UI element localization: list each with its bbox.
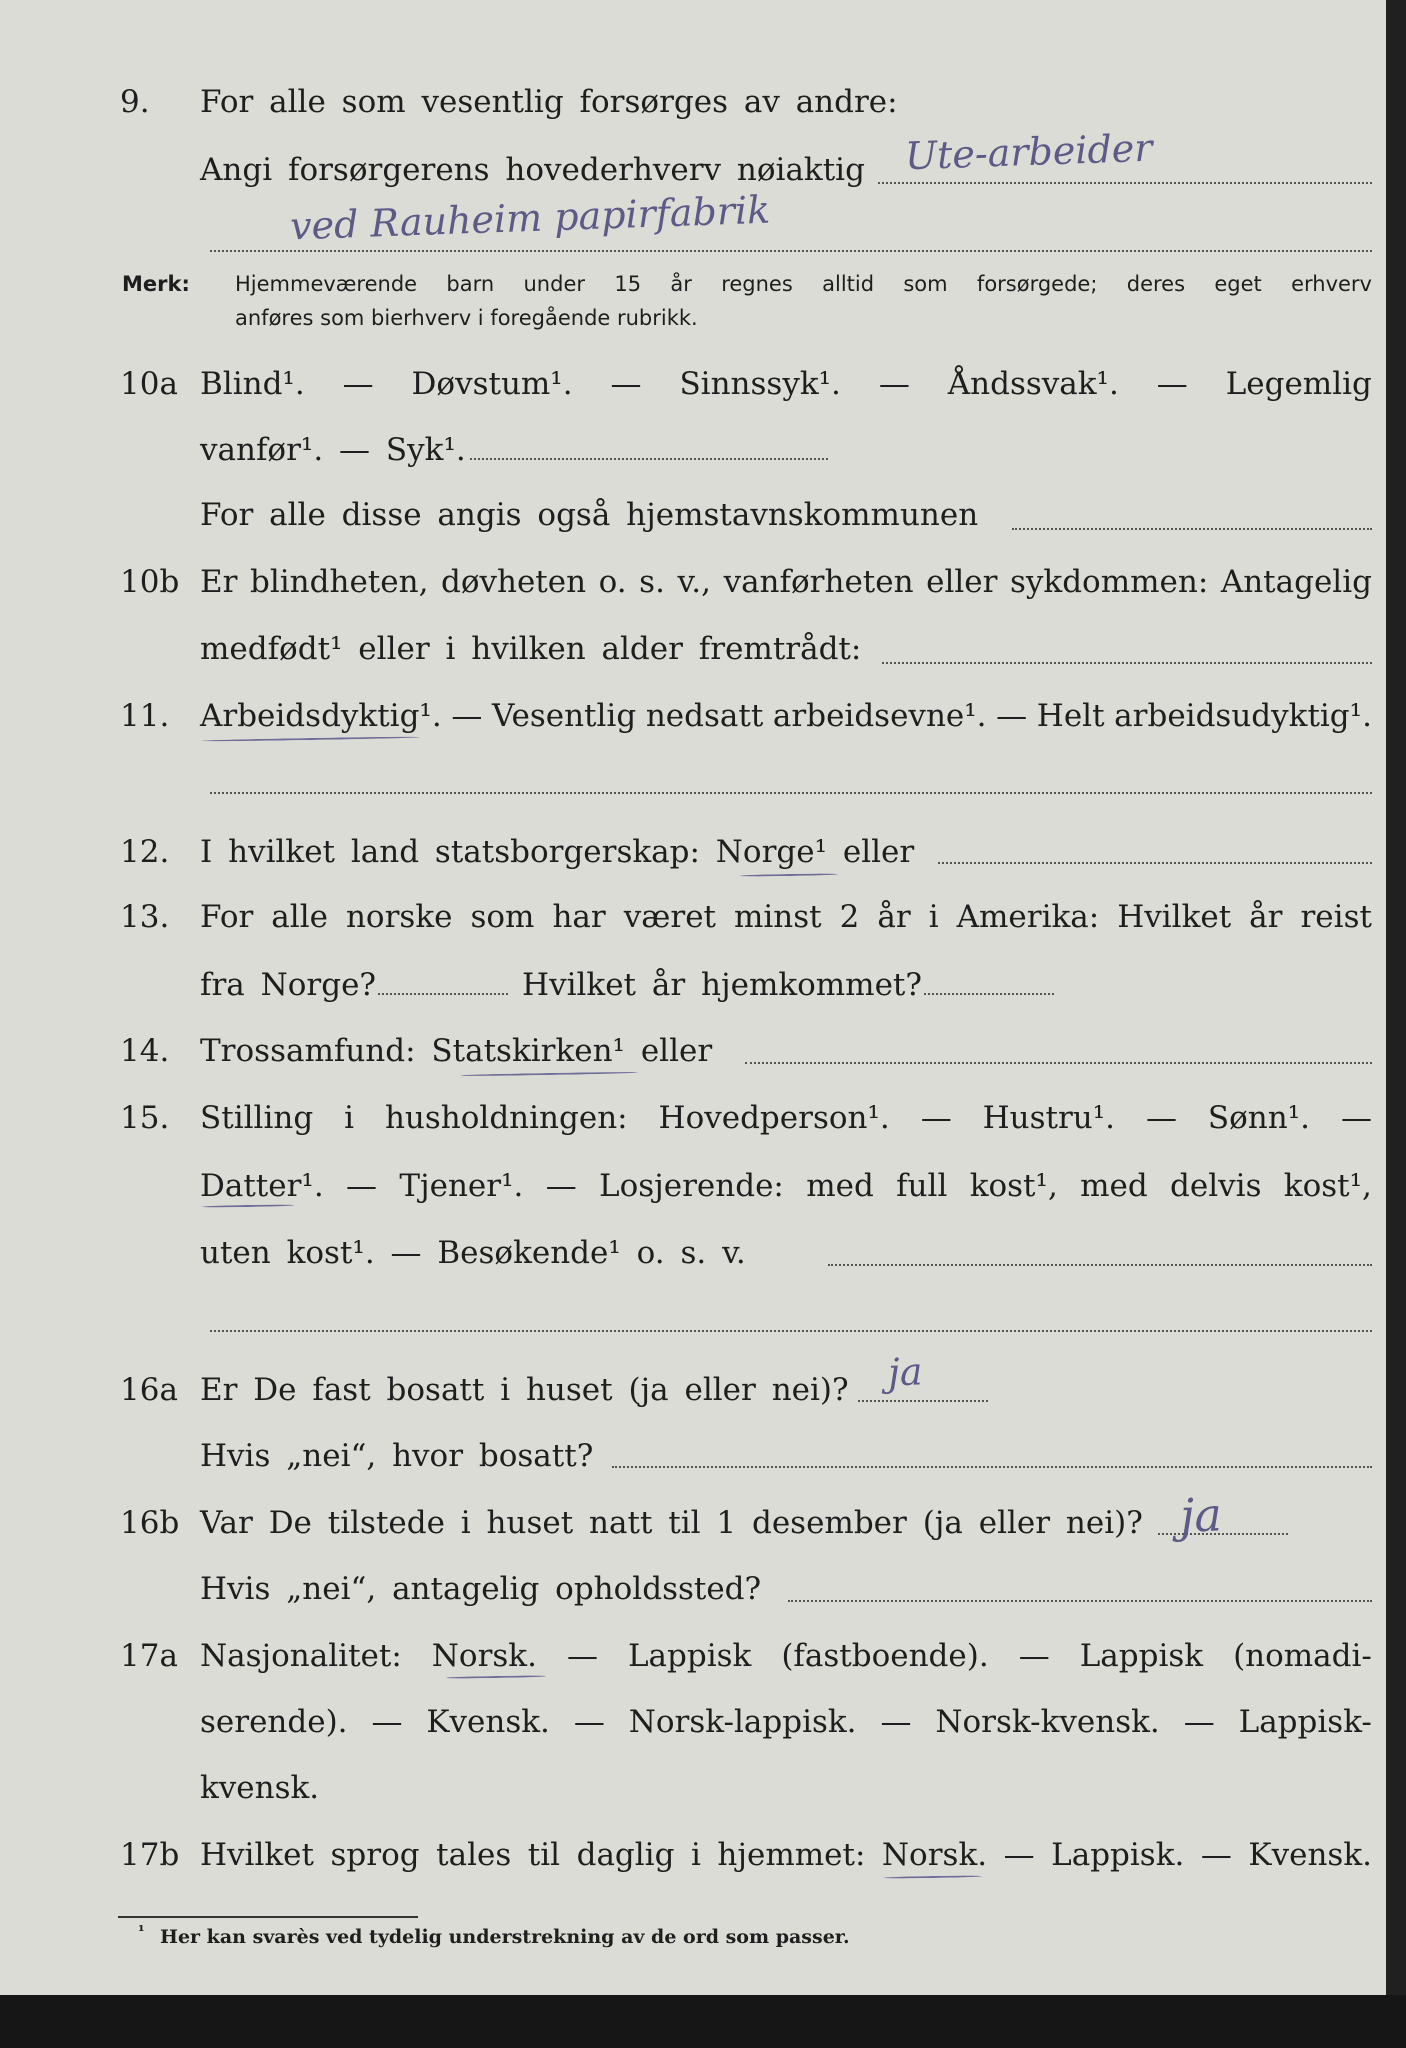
q17a-line3: kvensk.: [200, 1770, 320, 1806]
q13-line2-text-b: Hvilket år hjemkommet?: [522, 967, 923, 1003]
q15-line1-word: —: [1340, 1100, 1372, 1136]
q17a-line2-word: Lappisk-: [1238, 1704, 1372, 1740]
q10a-line2-text: vanfør¹. — Syk¹.: [200, 432, 466, 468]
q15-line2-word: —: [346, 1168, 378, 1204]
q16b-answer-dots: [1158, 1533, 1288, 1535]
merk-label: Merk:: [122, 272, 190, 296]
q15-line3: uten kost¹. — Besøkende¹ o. s. v.: [200, 1235, 746, 1271]
q10b-line1-word: v.,: [677, 564, 712, 600]
q17b-line1-word: i: [690, 1837, 701, 1873]
q15-line2-word: kost¹,: [969, 1168, 1058, 1204]
merk-line1-word: erhverv: [1291, 272, 1372, 296]
q17b-line1-word: hjemmet:: [717, 1837, 866, 1873]
merk-line1-word: Hjemmeværende: [235, 272, 418, 296]
q9-answer-line2-dots: [210, 250, 1372, 252]
q17a-line1-word: Nasjonalitet:: [200, 1638, 402, 1674]
q17a-line2-word: Kvensk.: [426, 1704, 550, 1740]
q10b-line1-word: o.: [598, 564, 627, 600]
q15-line2-word: med: [1080, 1168, 1148, 1204]
merk-line1-word: under: [523, 272, 586, 296]
q11-line1-word: Helt: [1036, 698, 1105, 734]
q15-line2-word: med: [806, 1168, 874, 1204]
q10a-line1-word: Legemlig: [1225, 366, 1372, 402]
q14-underline-mark: [460, 1071, 638, 1076]
q17a-line1: [200, 1636, 1372, 1676]
q17a-line2-word: —: [573, 1704, 605, 1740]
q17b-number: 17b: [120, 1837, 180, 1873]
q9-handwritten-answer-2: ved Rauheim papirfabrik: [289, 187, 771, 249]
q10a-line1-word: —: [610, 366, 642, 402]
q15-line2-word: full: [896, 1168, 948, 1204]
q10b-line1: [200, 562, 1372, 602]
q10b-line1-word: Antagelig: [1220, 564, 1372, 600]
merk-line1-word: som: [903, 272, 948, 296]
q15-line1-word: Hustru¹.: [982, 1100, 1116, 1136]
merk-line1-word: regnes: [721, 272, 793, 296]
q17a-number: 17a: [120, 1638, 178, 1674]
q13-line1-word: år: [877, 899, 911, 935]
q15-line1-word: husholdningen:: [384, 1100, 628, 1136]
q16a-line2-dots: [612, 1466, 1372, 1468]
q17a-line1-word: (nomadi-: [1233, 1638, 1372, 1674]
q17a-line2-word: —: [371, 1704, 403, 1740]
q17a-line1-word: (fastboende).: [781, 1638, 989, 1674]
q17a-line2-word: Norsk-kvensk.: [935, 1704, 1160, 1740]
scan-border-bottom: [0, 1995, 1406, 2048]
q17b-line1-word: daglig: [576, 1837, 675, 1873]
q11-number: 11.: [120, 698, 170, 734]
q10b-line1-word: døvheten: [440, 564, 587, 600]
q17b-line1-word: Norsk.: [881, 1837, 988, 1873]
q17b-line1-word: Lappisk.: [1051, 1837, 1185, 1873]
q16a-line1: Er De fast bosatt i huset (ja eller nei)?: [200, 1372, 849, 1408]
q11-line1-word: Vesentlig: [491, 698, 637, 734]
q10a-line1-word: Døvstum¹.: [411, 366, 573, 402]
q13-line1-word: som: [470, 899, 535, 935]
q16b-handwritten-answer: ja: [1179, 1487, 1223, 1543]
merk-line1-word: år: [670, 272, 692, 296]
q11-line1: [200, 696, 1372, 736]
q11-underline-mark: [202, 736, 420, 742]
q17b-line1: [200, 1835, 1372, 1875]
q13-line1-word: alle: [271, 899, 328, 935]
q15-line1-word: Hovedperson¹.: [658, 1100, 890, 1136]
q13-line1-word: For: [200, 899, 254, 935]
q15-line1-word: Sønn¹.: [1207, 1100, 1311, 1136]
q10b-number: 10b: [120, 564, 180, 600]
q17b-line1-word: tales: [436, 1837, 512, 1873]
q10b-line1-word: Er: [200, 564, 238, 600]
footnote-mark: ¹: [138, 1922, 145, 1940]
q9-line2: Angi forsørgerens hovederhverv nøiaktig: [200, 152, 865, 188]
q10a-line1-word: —: [342, 366, 374, 402]
q16a-number: 16a: [120, 1372, 178, 1408]
q16a-line2: Hvis „nei“, hvor bosatt?: [200, 1438, 594, 1474]
q15-line1-word: i: [344, 1100, 355, 1136]
q17b-underline-mark: [884, 1875, 982, 1879]
q10a-line3-dots: [1012, 528, 1372, 530]
q10a-line1-word: Åndssvak¹.: [947, 366, 1119, 402]
q15-line1: [200, 1098, 1372, 1138]
q16b-line1: Var De tilstede i huset natt til 1 desember (ja eller nei)?: [200, 1505, 1143, 1541]
q17b-line1-word: Kvensk.: [1248, 1837, 1372, 1873]
q15-line2-word: Losjerende:: [599, 1168, 784, 1204]
q11-line1-word: —: [996, 698, 1028, 734]
q17a-line2-word: —: [880, 1704, 912, 1740]
q13-line2-text-a: fra Norge?: [200, 967, 377, 1003]
q12-dots: [938, 862, 1372, 864]
q10a-line1-word: Sinnssyk¹.: [679, 366, 841, 402]
q14-dots: [745, 1062, 1372, 1064]
q13-line1-word: norske: [345, 899, 453, 935]
q10b-line2-dots: [882, 662, 1372, 664]
q17a-line2: [200, 1702, 1372, 1742]
q17a-line1-word: —: [1018, 1638, 1050, 1674]
q17a-line1-word: —: [566, 1638, 598, 1674]
q10a-line1: [200, 364, 1372, 404]
q17a-line1-word: Lappisk: [1079, 1638, 1204, 1674]
q17b-line1-word: —: [1200, 1837, 1232, 1873]
q15-line2: [200, 1166, 1372, 1206]
q17b-line1-word: sprog: [330, 1837, 420, 1873]
merk-line2: anføres som bierhverv i foregående rubrikk.: [235, 306, 698, 330]
q12-underline-mark: [740, 873, 838, 877]
q16b-line2-dots: [788, 1600, 1372, 1602]
q10a-number: 10a: [120, 366, 178, 402]
footnote: [138, 1922, 850, 1948]
q10b-line2: medfødt¹ eller i hvilken alder fremtrådt:: [200, 631, 862, 667]
q13-line1-word: Amerika:: [956, 899, 1100, 935]
q9-line1: For alle som vesentlig forsørges av andre:: [200, 84, 898, 120]
q11-line1-word: —: [451, 698, 483, 734]
q10a-line1-word: Blind¹.: [200, 366, 305, 402]
q13-line1-word: minst: [734, 899, 822, 935]
q10a-line2-dots: [470, 458, 828, 460]
footnote-text: Her kan svarès ved tydelig understrekning av de ord som passer.: [160, 1926, 850, 1948]
q15-line1-word: Stilling: [200, 1100, 314, 1136]
merk-line1-word: forsørgede;: [976, 272, 1098, 296]
merk-line1-word: deres: [1126, 272, 1186, 296]
q17a-line2-word: serende).: [200, 1704, 348, 1740]
scan-border-right: [1386, 0, 1406, 2048]
q10a-line1-word: —: [1156, 366, 1188, 402]
q13-line1-word: år: [1249, 899, 1283, 935]
q13-year-returned-dots: [924, 993, 1054, 995]
q15-answer-dots: [210, 1330, 1372, 1332]
q13-line1-word: i: [928, 899, 939, 935]
q10b-line1-word: blindheten,: [250, 564, 429, 600]
q13-number: 13.: [120, 899, 170, 935]
q16b-line2: Hvis „nei“, antagelig opholdssted?: [200, 1571, 762, 1607]
merk-line1-word: barn: [446, 272, 495, 296]
q11-line1-word: arbeidsevne¹.: [772, 698, 987, 734]
q13-line1-word: 2: [839, 899, 860, 935]
q14-line: Trossamfund: Statskirken¹ eller: [200, 1033, 713, 1069]
merk-line1-word: eget: [1214, 272, 1262, 296]
q17a-line2-word: —: [1183, 1704, 1215, 1740]
q15-number: 15.: [120, 1100, 170, 1136]
q11-line1-word: arbeidsudyktig¹.: [1114, 698, 1372, 734]
footnote-rule: [118, 1916, 418, 1918]
q17a-line1-word: Lappisk: [627, 1638, 752, 1674]
q15-line2-word: delvis: [1170, 1168, 1262, 1204]
q15-line2-word: kost¹,: [1283, 1168, 1372, 1204]
q13-line1-word: Hvilket: [1117, 899, 1232, 935]
merk-line1-word: alltid: [822, 272, 875, 296]
q10b-line1-word: sykdommen:: [1010, 564, 1209, 600]
q10a-line2: [200, 430, 1372, 470]
q11-answer-dots: [210, 792, 1372, 794]
q9-handwritten-answer-1: Ute-arbeider: [904, 125, 1154, 179]
q15-line3-dots: [828, 1264, 1372, 1266]
q12-line: I hvilket land statsborgerskap: Norge¹ eller: [200, 834, 915, 870]
q16a-handwritten-answer: ja: [887, 1349, 924, 1395]
q13-line1-word: reist: [1300, 899, 1372, 935]
q14-number: 14.: [120, 1033, 170, 1069]
q15-line1-word: —: [920, 1100, 952, 1136]
q17b-line1-word: —: [1003, 1837, 1035, 1873]
q17b-line1-word: til: [527, 1837, 561, 1873]
q13-line1: [200, 897, 1372, 937]
q15-line2-word: Datter¹.: [200, 1168, 324, 1204]
q16a-answer-dots: [858, 1400, 988, 1402]
q10a-line1-word: —: [878, 366, 910, 402]
q16b-number: 16b: [120, 1505, 180, 1541]
q10b-line1-word: s.: [639, 564, 665, 600]
q9-number: 9.: [120, 84, 150, 120]
merk-line1-word: 15: [614, 272, 642, 296]
q10b-line1-word: eller: [926, 564, 998, 600]
q10a-line3-text: For alle disse angis også hjemstavnskommunen: [200, 497, 979, 533]
q13-year-left-dots: [378, 993, 508, 995]
q12-number: 12.: [120, 834, 170, 870]
q13-line2: [200, 965, 1372, 1005]
q17a-line2-word: Norsk-lappisk.: [628, 1704, 857, 1740]
q11-line1-word: Arbeidsdyktig¹.: [200, 698, 442, 734]
q17a-line1-word: Norsk.: [431, 1638, 537, 1674]
q17b-line1-word: Hvilket: [200, 1837, 314, 1873]
q9-answer-line1-dots: [878, 182, 1372, 184]
q11-line1-word: nedsatt: [645, 698, 764, 734]
q13-line1-word: har: [552, 899, 606, 935]
q15-line1-word: —: [1145, 1100, 1177, 1136]
q15-line2-word: —: [545, 1168, 577, 1204]
q10b-line1-word: vanførheten: [723, 564, 914, 600]
q15-line2-word: Tjener¹.: [399, 1168, 524, 1204]
merk-line1: [235, 268, 1372, 300]
q13-line1-word: været: [623, 899, 716, 935]
